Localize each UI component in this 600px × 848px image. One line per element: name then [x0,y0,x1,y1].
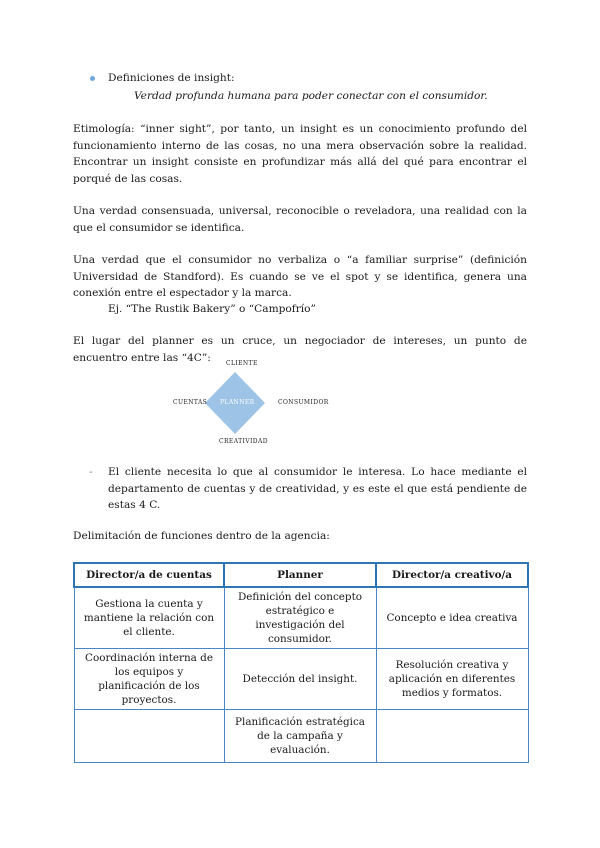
table-cell: Detección del insight. [224,649,376,710]
table-cell [376,710,528,763]
example-text: Ej. “The Rustik Bakery” o “Campofrío” [108,303,316,315]
dash-marker: - [89,466,93,478]
header-director-cuentas: Director/a de cuentas [74,563,224,587]
diagram-label-cliente: CLIENTE [226,360,258,367]
table-header-row [74,563,528,587]
paragraph-etimologia: Etimología: “inner sight”, por tanto, un insight es un conocimiento profundo del funcionamiento interno de las cosas, no una mera observación sobre la realidad. Encontrar un insight consiste en profundizar más allá del qué para encontrar el porqué de las cosas. [73,123,527,185]
table-row [74,710,528,763]
table-intro: Delimitación de funciones dentro de la agencia: [73,530,330,542]
bullet-title: Definiciones de insight: [108,72,235,84]
diagram-label-creatividad: CREATIVIDAD [219,438,268,445]
paragraph-planner: El lugar del planner es un cruce, un negociador de intereses, un punto de encuentro entre las “4C”: [73,335,527,364]
table-row [74,649,528,710]
four-c-diagram [165,356,329,448]
header-planner: Planner [224,563,376,587]
table-cell [74,710,224,763]
diagram-label-cuentas: CUENTAS [173,399,208,406]
table-cell: Concepto e idea creativa [376,587,528,649]
insight-definition: Verdad profunda humana para poder conectar con el consumidor. [134,90,488,102]
header-director-creativo: Director/a creativo/a [376,563,528,587]
bullet-icon [90,76,95,81]
table-cell: Definición del concepto estratégico e investigación del consumidor. [224,587,376,649]
table-cell: Coordinación interna de los equipos y planificación de los proyectos. [74,649,224,710]
paragraph-verdad-consensuada: Una verdad consensuada, universal, reconocible o reveladora, una realidad con la que el consumidor se identifica. [73,205,527,234]
table-cell: Resolución creativa y aplicación en diferentes medios y formatos. [376,649,528,710]
diagram-label-planner: PLANNER [220,399,255,406]
table-row [74,587,528,649]
table-cell: Planificación estratégica de la campaña y evaluación. [224,710,376,763]
diagram-label-consumidor: CONSUMIDOR [278,399,329,406]
dash-item-cliente: El cliente necesita lo que al consumidor le interesa. Lo hace mediante el departamento de cuentas y de creatividad, y es este el que está pendiente de estas 4 C. [108,466,527,511]
table-cell: Gestiona la cuenta y mantiene la relación con el cliente. [74,587,224,649]
paragraph-verdad-no-verbaliza: Una verdad que el consumidor no verbaliza o “a familiar surprise” (definición Universidad de Standford). Es cuando se ve el spot y se identifica, genera una conexión entre el espectador y la marca. [73,254,527,299]
roles-table [73,562,529,763]
